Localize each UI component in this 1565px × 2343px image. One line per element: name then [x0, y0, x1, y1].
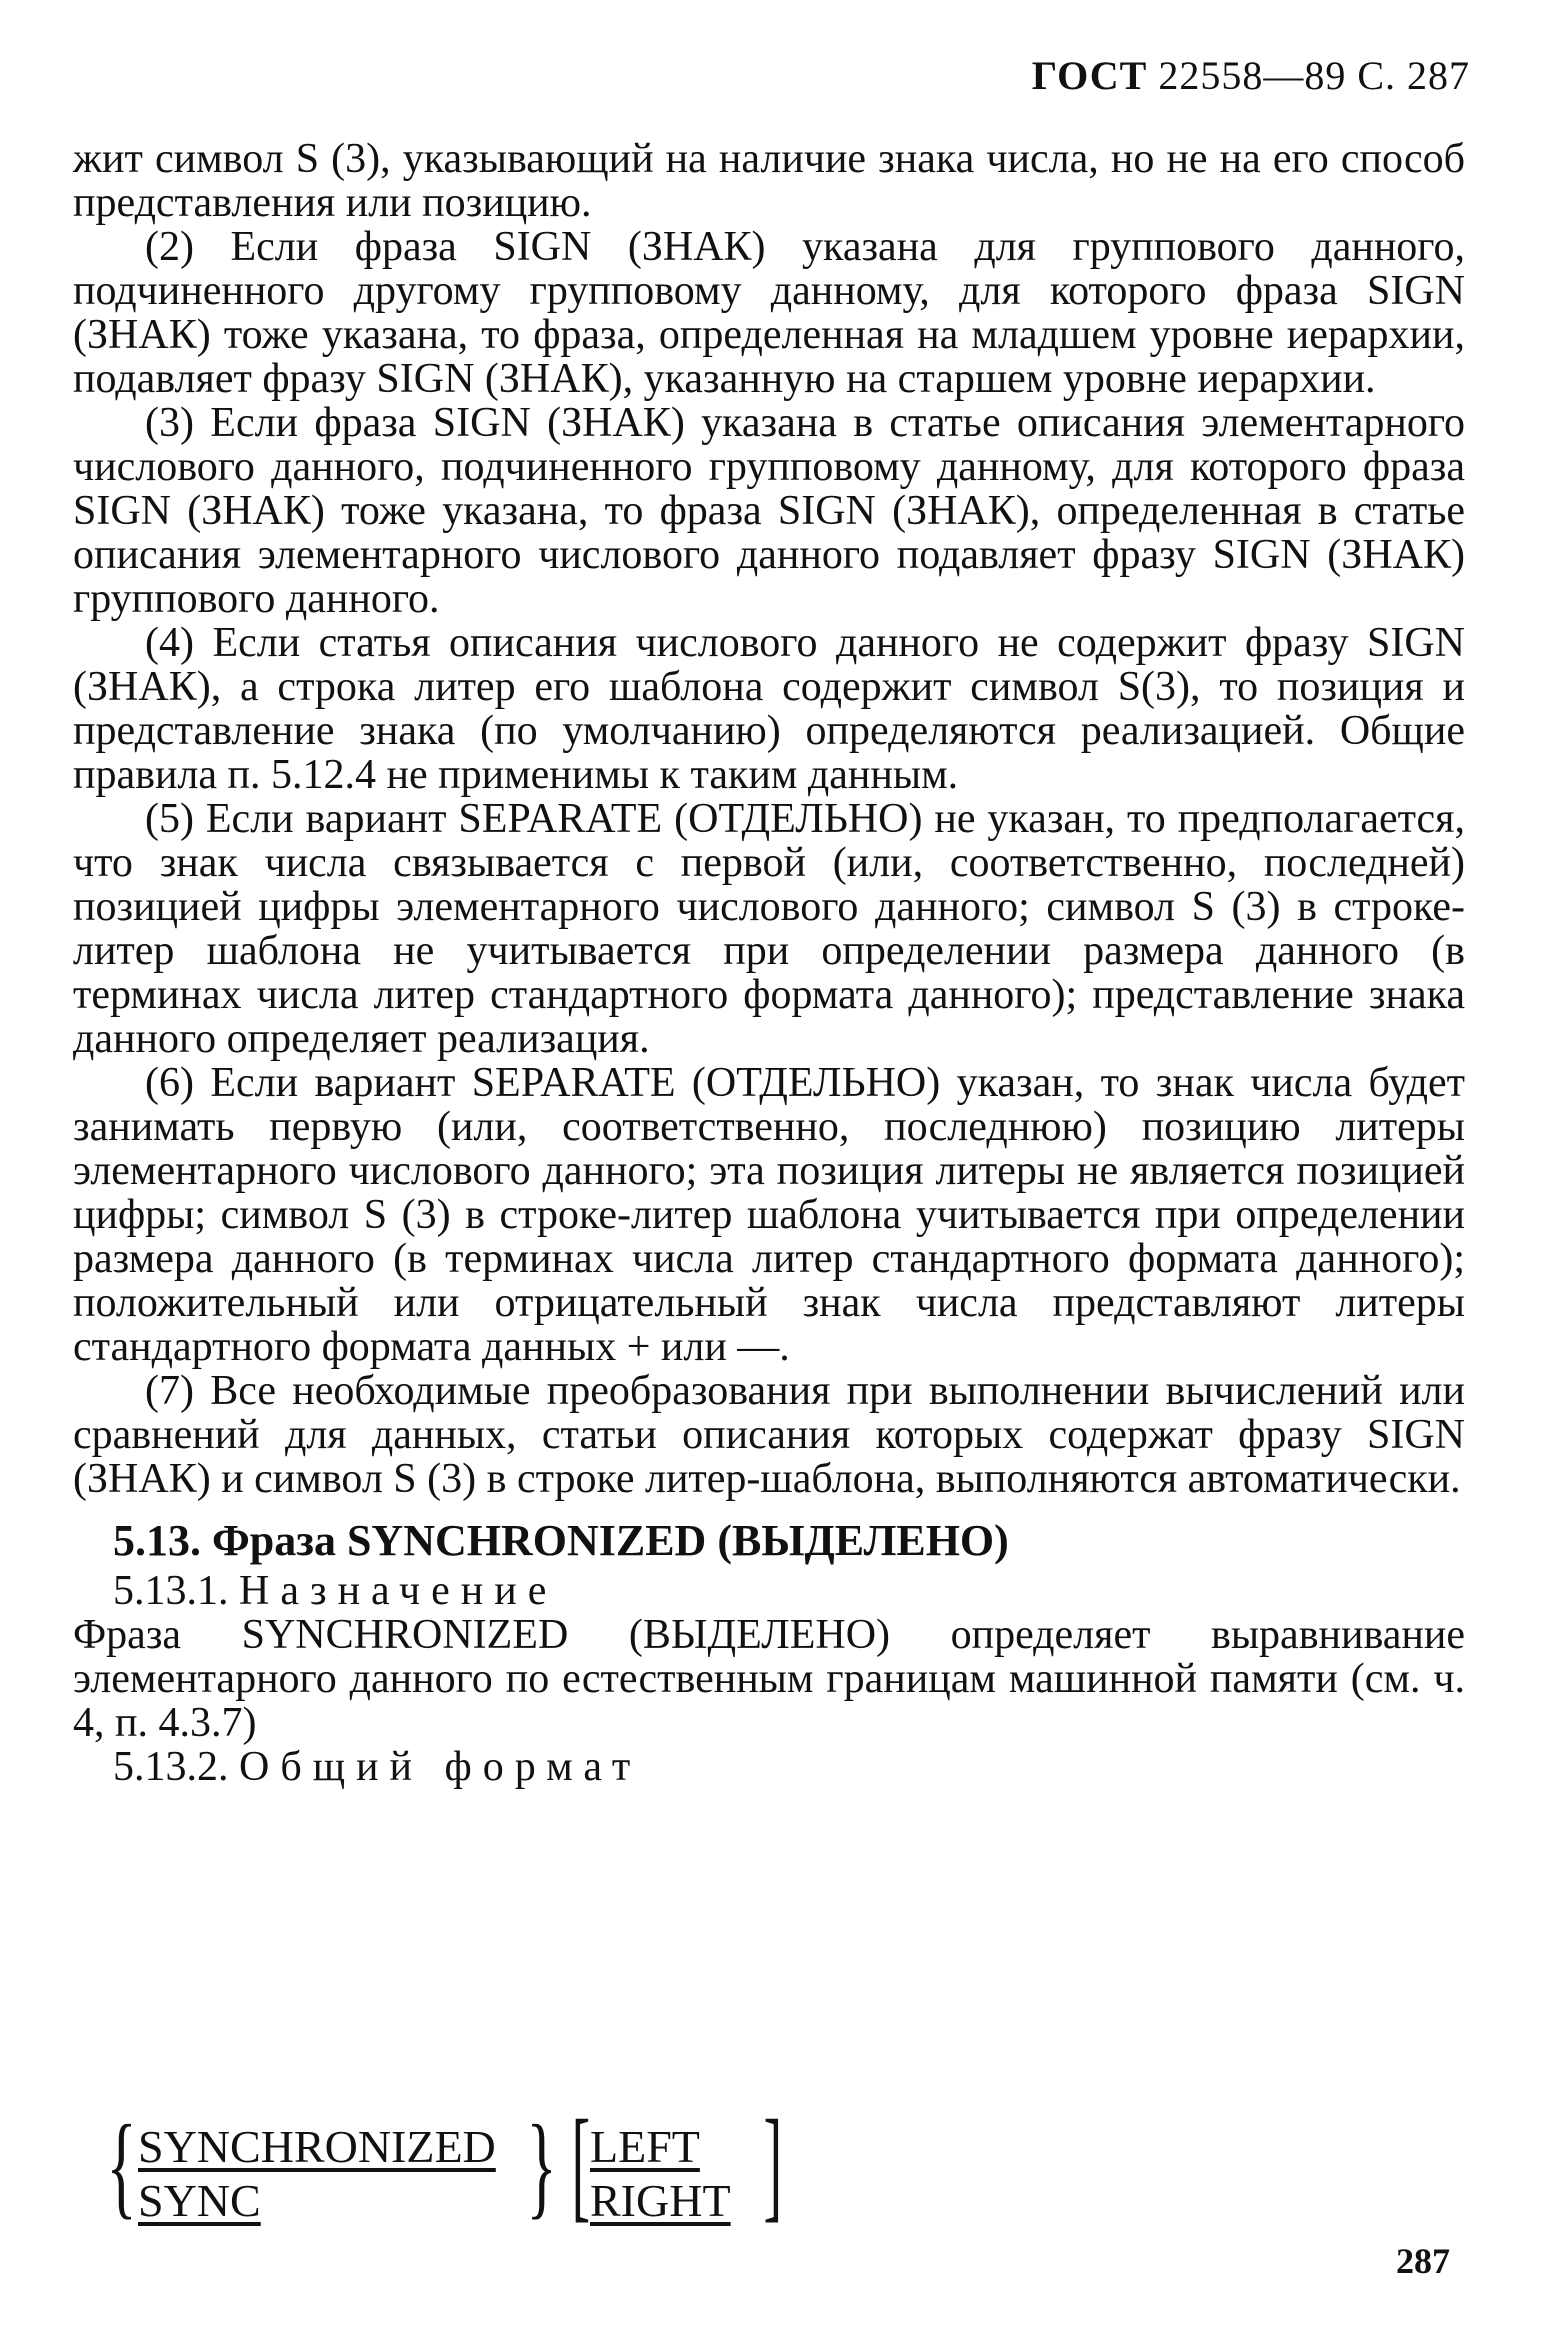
- body-text: [73, 137, 1465, 1789]
- syntax-option-sync: SYNC: [138, 2175, 261, 2226]
- left-brace: {: [106, 2102, 137, 2229]
- syntax-option-left: LEFT: [590, 2121, 700, 2172]
- paragraph-rule-5: (5) Если вариант SEPARATE (ОТДЕЛЬНО) не указан, то предполагается, что знак числа связывается с первой (или, соответственно, последней) позицией цифры элементарного числового данного; символ S (3) в строке-литер шаблона не учитывается при определении размера данного (в терминах числа литер стандартного формата данного); представление знака данного определяет реализация.: [73, 796, 1465, 1062]
- side-options-group: [590, 2120, 731, 2228]
- right-bracket: ]: [763, 2096, 783, 2234]
- subsection-number: 5.13.2.: [113, 1744, 229, 1790]
- syntax-option-right: RIGHT: [590, 2175, 731, 2226]
- paragraph-rule-3: (3) Если фраза SIGN (ЗНАК) указана в статье описания элементарного числового данного, подчиненного групповому данному, для которого фраза SIGN (ЗНАК) тоже указана, то фраза SIGN (ЗНАК), определенная в статье описания элементарного числового данного подавляет фразу SIGN (ЗНАК) группового данного.: [73, 400, 1465, 622]
- paragraph-rule-2: (2) Если фраза SIGN (ЗНАК) указана для группового данного, подчиненного другому групповому данному, для которого фраза SIGN (ЗНАК) тоже указана, то фраза, определенная на младшем уровне иерархии, подавляет фразу SIGN (ЗНАК), указанную на старшем уровне иерархии.: [73, 224, 1465, 402]
- subsection-title: Общий формат: [239, 1744, 642, 1790]
- header-page-ref: С. 287: [1357, 53, 1470, 98]
- page-header: [1032, 52, 1470, 99]
- page-number: 287: [1396, 2241, 1450, 2281]
- standard-label: ГОСТ: [1031, 53, 1148, 98]
- standard-number: 22558—89: [1158, 53, 1347, 98]
- paragraph-rule-7: (7) Все необходимые преобразования при выполнении вычислений или сравнений для данных, статьи описания которых содержат фразу SIGN (ЗНАК) и символ S (3) в строке литер-шаблона, выполняются автоматически.: [73, 1368, 1465, 1502]
- right-brace: }: [526, 2102, 557, 2229]
- paragraph-continuation: жит символ S (3), указывающий на наличие знака числа, но не на его способ представления или позицию.: [73, 136, 1465, 226]
- left-bracket: [: [571, 2096, 591, 2234]
- subsection-number: 5.13.1.: [113, 1568, 229, 1614]
- sync-options-group: [138, 2120, 496, 2228]
- paragraph-rule-6: (6) Если вариант SEPARATE (ОТДЕЛЬНО) указан, то знак числа будет занимать первую (или, соответственно, последнюю) позицию литеры элементарного числового данного; эта позиция литеры не является позицией цифры; символ S (3) в строке-литер шаблона учитывается при определении размера данного (в терминах числа литер стандартного формата данного); положительный или отрицательный знак числа представляют литеры стандартного формата данных + или —.: [73, 1060, 1465, 1370]
- subsection-purpose-text: Фраза SYNCHRONIZED (ВЫДЕЛЕНО) определяет выравнивание элементарного данного по естественным границам машинной памяти (см. ч. 4, п. 4.3.7): [73, 1612, 1465, 1746]
- section-title: 5.13. Фраза SYNCHRONIZED (ВЫДЕЛЕНО): [113, 1516, 1009, 1565]
- subsection-heading-purpose: [73, 1569, 1465, 1613]
- paragraph-rule-4: (4) Если статья описания числового данного не содержит фразу SIGN (ЗНАК), а строка литер его шаблона содержит символ S(3), то позиция и представление знака (по умолчанию) определяются реализацией. Общие правила п. 5.12.4 не применимы к таким данным.: [73, 620, 1465, 798]
- syntax-option-synchronized: SYNCHRONIZED: [138, 2121, 496, 2172]
- subsection-heading-format: [73, 1745, 1465, 1789]
- subsection-title: Назначение: [239, 1568, 558, 1614]
